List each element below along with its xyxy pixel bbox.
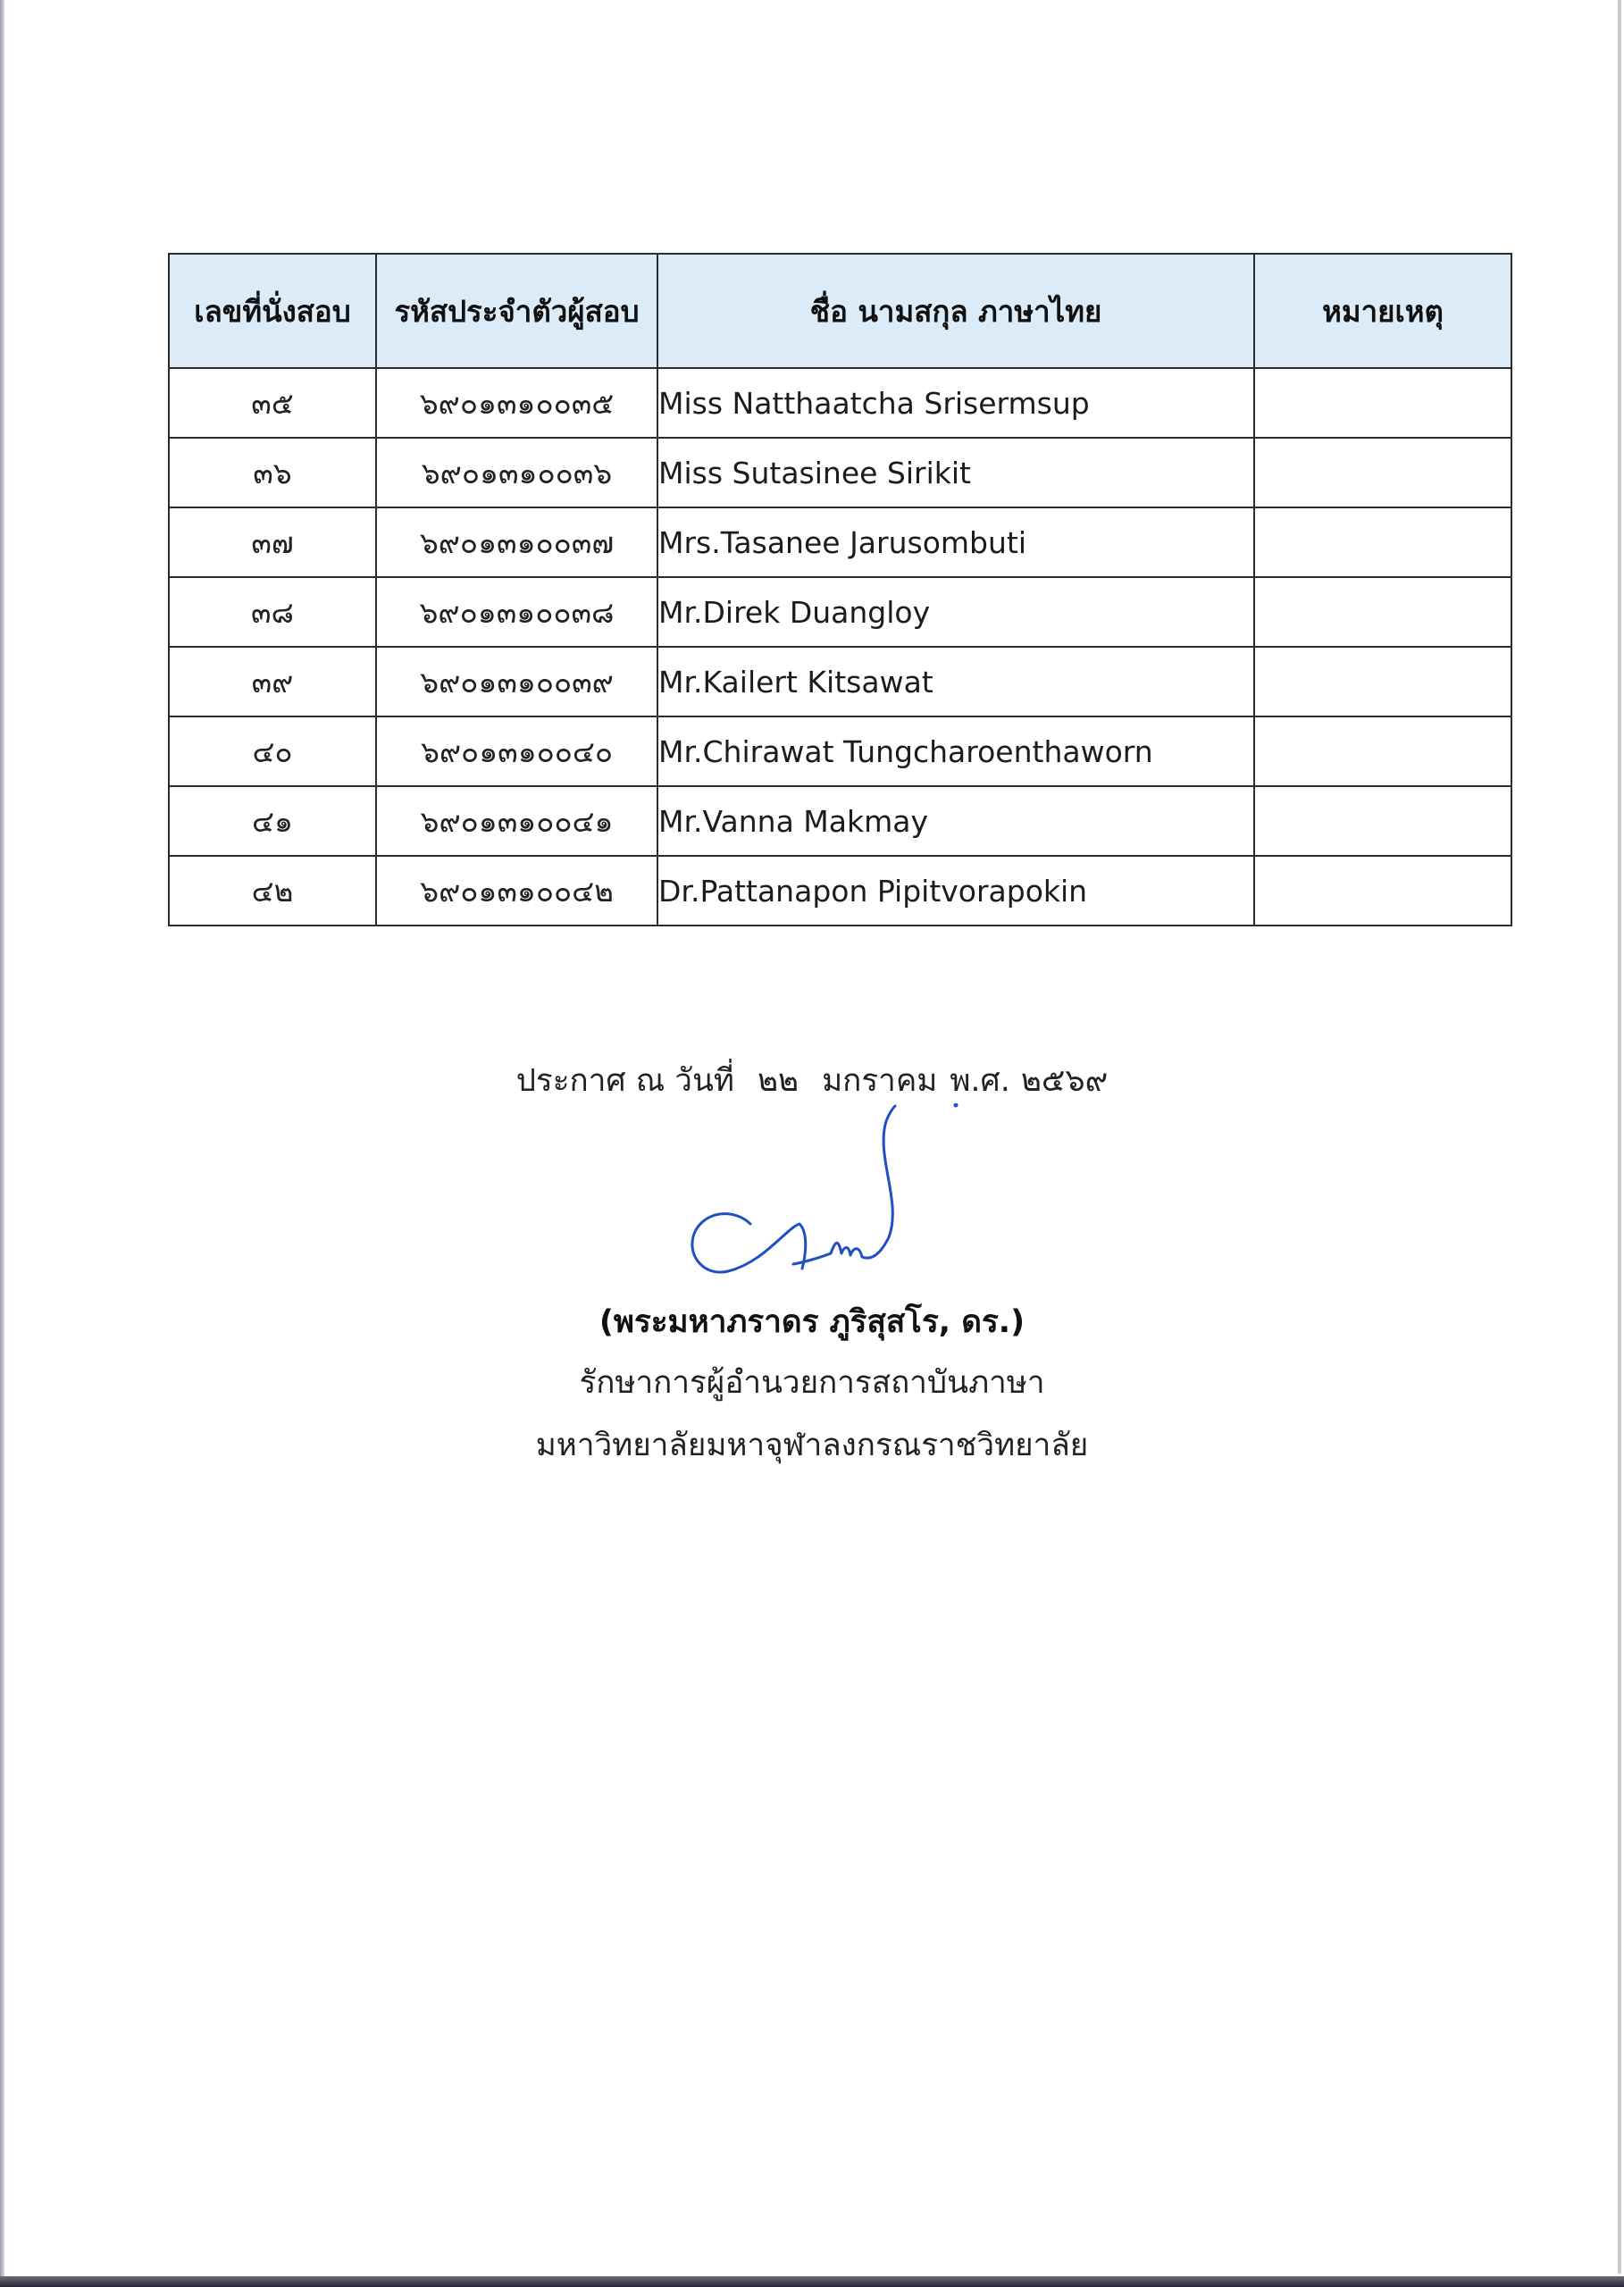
candidate-id-cell: ๖๙๐๑๓๑๐๐๔๐ bbox=[376, 716, 657, 786]
remarks-cell bbox=[1254, 786, 1511, 856]
table-body bbox=[169, 368, 1511, 926]
seat-number-cell: ๓๕ bbox=[169, 368, 376, 438]
announcement-prefix: ประกาศ ณ วันที่ bbox=[515, 1063, 734, 1099]
candidate-id-cell: ๖๙๐๑๓๑๐๐๔๑ bbox=[376, 786, 657, 856]
table-row bbox=[169, 647, 1511, 716]
header-seat-number: เลขที่นั่งสอบ bbox=[169, 254, 376, 368]
candidate-name-cell: Miss Sutasinee Sirikit bbox=[657, 438, 1254, 507]
remarks-cell bbox=[1254, 856, 1511, 926]
table-row bbox=[169, 368, 1511, 438]
announcement-day: ๒๒ bbox=[757, 1063, 799, 1099]
candidate-id-cell: ๖๙๐๑๓๑๐๐๓๗ bbox=[376, 507, 657, 577]
table-row bbox=[169, 716, 1511, 786]
signatory-name: (พระมหาภราดร ภูริสุสโร, ดร.) bbox=[599, 1304, 1025, 1340]
remarks-cell bbox=[1254, 577, 1511, 647]
announcement-era: พ.ศ. bbox=[950, 1063, 1010, 1099]
candidate-name-cell: Dr.Pattanapon Pipitvorapokin bbox=[657, 856, 1254, 926]
scan-edge-bottom bbox=[0, 2276, 1624, 2287]
candidate-id-cell: ๖๙๐๑๓๑๐๐๔๒ bbox=[376, 856, 657, 926]
candidate-name-cell: Mr.Vanna Makmay bbox=[657, 786, 1254, 856]
header-full-name: ชื่อ นามสกุล ภาษาไทย bbox=[657, 254, 1254, 368]
seat-number-cell: ๔๑ bbox=[169, 786, 376, 856]
remarks-cell bbox=[1254, 438, 1511, 507]
exam-seating-table bbox=[168, 253, 1512, 926]
remarks-cell bbox=[1254, 716, 1511, 786]
candidate-name-cell: Mr.Direk Duangloy bbox=[657, 577, 1254, 647]
candidate-name-cell: Mr.Kailert Kitsawat bbox=[657, 647, 1254, 716]
candidate-id-cell: ๖๙๐๑๓๑๐๐๓๖ bbox=[376, 438, 657, 507]
table-row bbox=[169, 577, 1511, 647]
candidate-id-cell: ๖๙๐๑๓๑๐๐๓๙ bbox=[376, 647, 657, 716]
candidate-id-cell: ๖๙๐๑๓๑๐๐๓๕ bbox=[376, 368, 657, 438]
remarks-cell bbox=[1254, 368, 1511, 438]
table-header-row bbox=[169, 254, 1511, 368]
table-row bbox=[169, 856, 1511, 926]
announcement-month: มกราคม bbox=[822, 1063, 938, 1099]
remarks-cell bbox=[1254, 507, 1511, 577]
header-candidate-id: รหัสประจำตัวผู้สอบ bbox=[376, 254, 657, 368]
announcement-year: ๒๕๖๙ bbox=[1020, 1063, 1109, 1099]
header-remarks: หมายเหตุ bbox=[1254, 254, 1511, 368]
handwritten-signature bbox=[688, 1103, 974, 1309]
table-row bbox=[169, 507, 1511, 577]
seat-number-cell: ๓๘ bbox=[169, 577, 376, 647]
seat-number-cell: ๔๒ bbox=[169, 856, 376, 926]
announcement-date-line bbox=[0, 1056, 1624, 1105]
scan-edge-left bbox=[0, 0, 4, 2287]
candidate-name-cell: Mrs.Tasanee Jarusombuti bbox=[657, 507, 1254, 577]
remarks-cell bbox=[1254, 647, 1511, 716]
seat-number-cell: ๓๙ bbox=[169, 647, 376, 716]
seat-number-cell: ๓๖ bbox=[169, 438, 376, 507]
candidate-id-cell: ๖๙๐๑๓๑๐๐๓๘ bbox=[376, 577, 657, 647]
table-row bbox=[169, 786, 1511, 856]
signatory-title: รักษาการผู้อำนวยการสถาบันภาษา bbox=[579, 1365, 1045, 1401]
table-row bbox=[169, 438, 1511, 507]
signatory-organization: มหาวิทยาลัยมหาจุฬาลงกรณราชวิทยาลัย bbox=[535, 1428, 1089, 1463]
seat-number-cell: ๓๗ bbox=[169, 507, 376, 577]
scan-edge-right bbox=[1618, 0, 1621, 2274]
candidate-name-cell: Mr.Chirawat Tungcharoenthaworn bbox=[657, 716, 1254, 786]
seat-number-cell: ๔๐ bbox=[169, 716, 376, 786]
candidate-name-cell: Miss Natthaatcha Srisermsup bbox=[657, 368, 1254, 438]
